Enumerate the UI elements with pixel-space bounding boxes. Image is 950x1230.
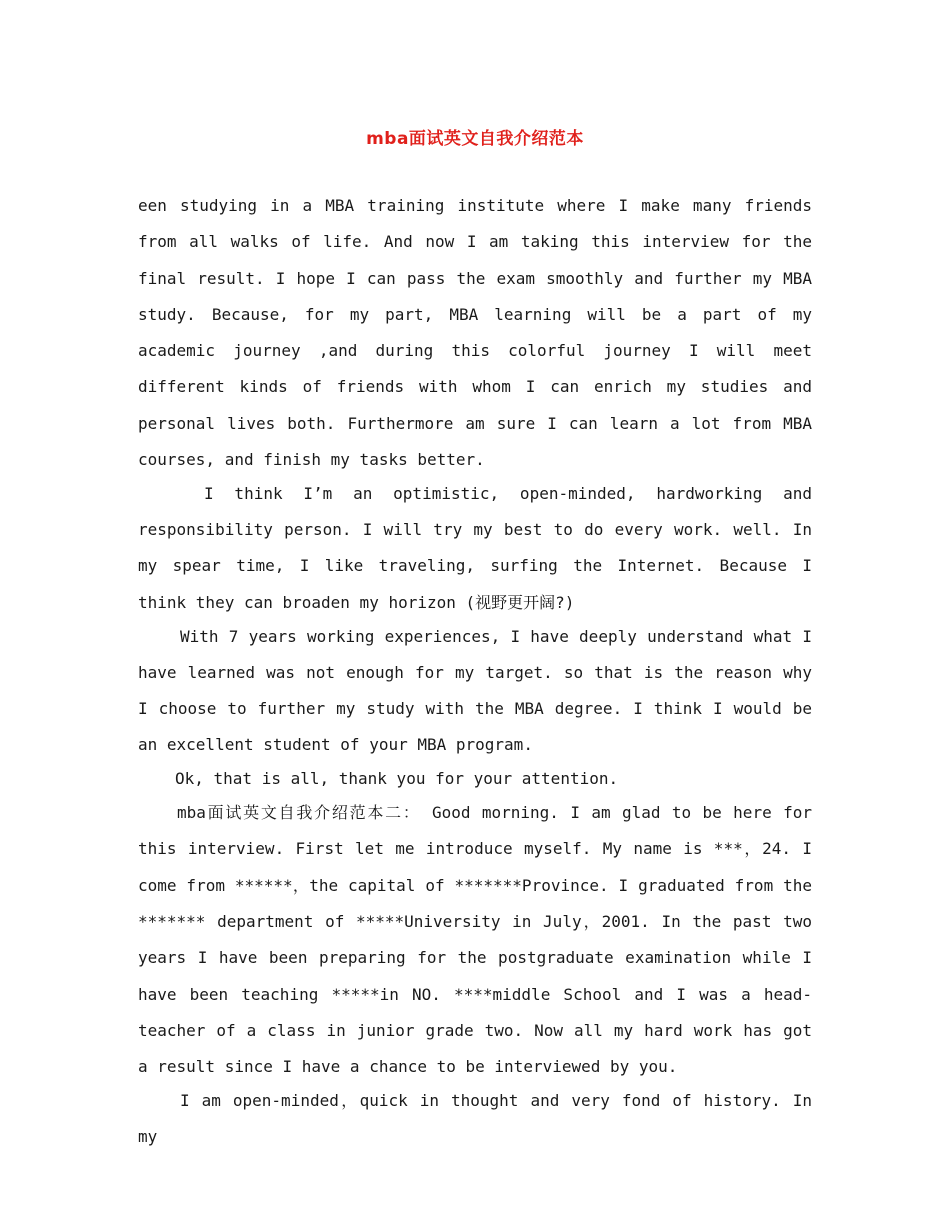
paragraph-4: Ok, that is all, thank you for your attention.	[175, 769, 619, 789]
document-body	[138, 188, 812, 1153]
paragraph-6: I am open-minded，quick in thought and very fond of history. In my	[138, 1090, 812, 1147]
paragraph-5: mba面试英文自我介绍范本二： Good morning. I am glad to be here for this interview. First let me introduce myself. My name is ***，24. I come from ******，the capital of *******Province. I graduated from the ******* department of *****University in July，2001. In the past two years I have been preparing for the postgraduate examination while I have been teaching *****in NO. ****middle School and I was a head-teacher of a class in junior grade two. Now all my hard work has got a result since I have a chance to be interviewed by you.	[138, 803, 812, 1077]
paragraph-3: With 7 years working experiences, I have deeply understand what I have learned was not enough for my target. so that is the reason why I choose to further my study with the MBA degree. I think I would be an excellent student of your MBA program.	[138, 626, 812, 755]
document-title: mba面试英文自我介绍范本	[366, 129, 584, 149]
paragraph-2: I think I’m an optimistic, open-minded, hardworking and responsibility person. I will try my best to do every work. well. In my spear time, I like traveling, surfing the Internet. Because I think they can broaden my horizon (视野更开阔?)	[138, 483, 812, 612]
paragraph-1: een studying in a MBA training institute where I make many friends from all walks of life. And now I am taking this interview for the final result. I hope I can pass the exam smoothly and further my MBA study. Because, for my part, MBA learning will be a part of my academic journey ,and during this colorful journey I will meet different kinds of friends with whom I can enrich my studies and personal lives both. Furthermore am sure I can learn a lot from MBA courses, and finish my tasks better.	[138, 196, 812, 470]
